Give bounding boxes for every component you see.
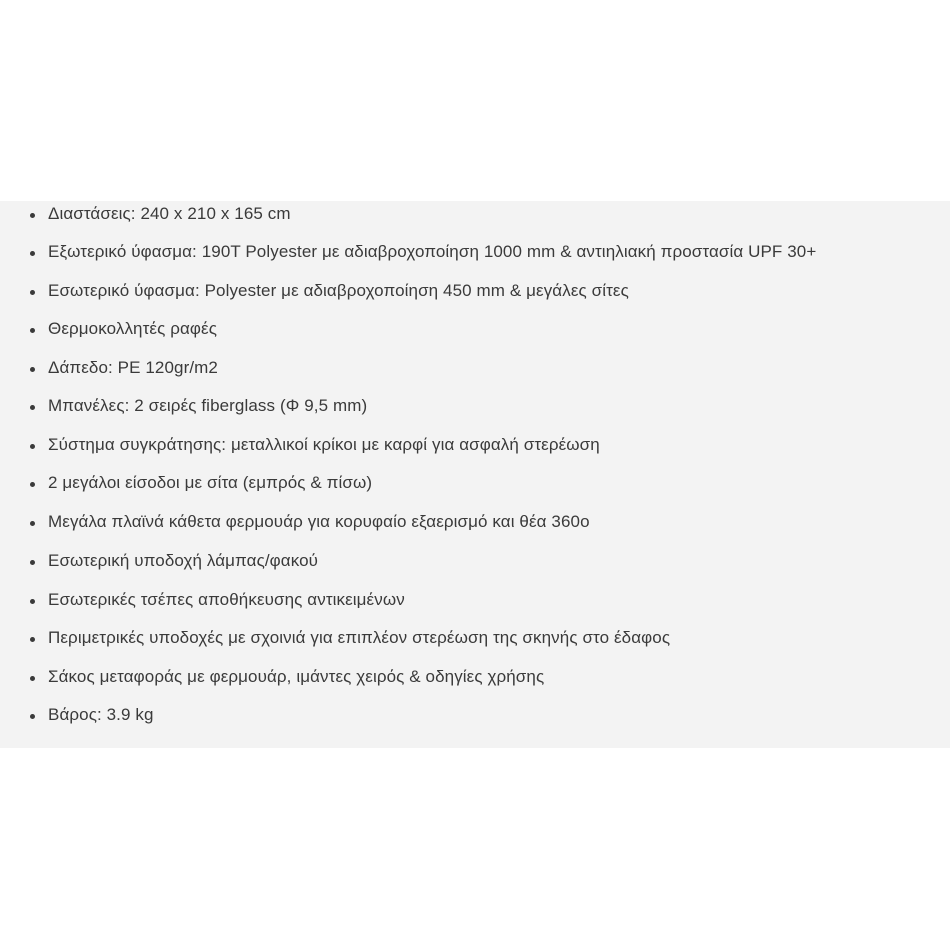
bullet-icon bbox=[30, 367, 35, 372]
bullet-icon bbox=[30, 560, 35, 565]
spec-text: Βάρος: 3.9 kg bbox=[48, 705, 154, 724]
spec-text: Σύστημα συγκράτησης: μεταλλικοί κρίκοι με καρφί για ασφαλή στερέωση bbox=[48, 435, 600, 454]
spec-text: Εσωτερικό ύφασμα: Polyester με αδιαβροχοποίηση 450 mm & μεγάλες σίτες bbox=[48, 281, 629, 300]
spec-panel bbox=[0, 201, 950, 748]
bullet-icon bbox=[30, 213, 35, 218]
bullet-icon bbox=[30, 482, 35, 487]
spec-text: Σάκος μεταφοράς με φερμουάρ, ιμάντες χειρός & οδηγίες χρήσης bbox=[48, 667, 545, 686]
spec-text: Θερμοκολλητές ραφές bbox=[48, 319, 218, 338]
bullet-icon bbox=[30, 290, 35, 295]
spec-text: 2 μεγάλοι είσοδοι με σίτα (εμπρός & πίσω) bbox=[48, 473, 373, 492]
bullet-icon bbox=[30, 521, 35, 526]
spec-text: Διαστάσεις: 240 x 210 x 165 cm bbox=[48, 204, 291, 223]
spec-text: Εσωτερικές τσέπες αποθήκευσης αντικειμένων bbox=[48, 590, 405, 609]
spec-text: Μεγάλα πλαϊνά κάθετα φερμουάρ για κορυφαίο εξαερισμό και θέα 360ο bbox=[48, 512, 590, 531]
bullet-icon bbox=[30, 676, 35, 681]
bullet-icon bbox=[30, 637, 35, 642]
bullet-icon bbox=[30, 405, 35, 410]
bullet-icon bbox=[30, 328, 35, 333]
spec-text: Εσωτερική υποδοχή λάμπας/φακού bbox=[48, 551, 319, 570]
spec-text: Εξωτερικό ύφασμα: 190T Polyester με αδιαβροχοποίηση 1000 mm & αντιηλιακή προστασία UPF 30+ bbox=[48, 242, 817, 261]
spec-text: Περιμετρικές υποδοχές με σχοινιά για επιπλέον στερέωση της σκηνής στο έδαφος bbox=[48, 628, 671, 647]
bullet-icon bbox=[30, 599, 35, 604]
bullet-icon bbox=[30, 251, 35, 256]
spec-text: Δάπεδο: PE 120gr/m2 bbox=[48, 358, 218, 377]
bullet-icon bbox=[30, 444, 35, 449]
bullet-icon bbox=[30, 714, 35, 719]
spec-text: Μπανέλες: 2 σειρές fiberglass (Φ 9,5 mm) bbox=[48, 396, 368, 415]
